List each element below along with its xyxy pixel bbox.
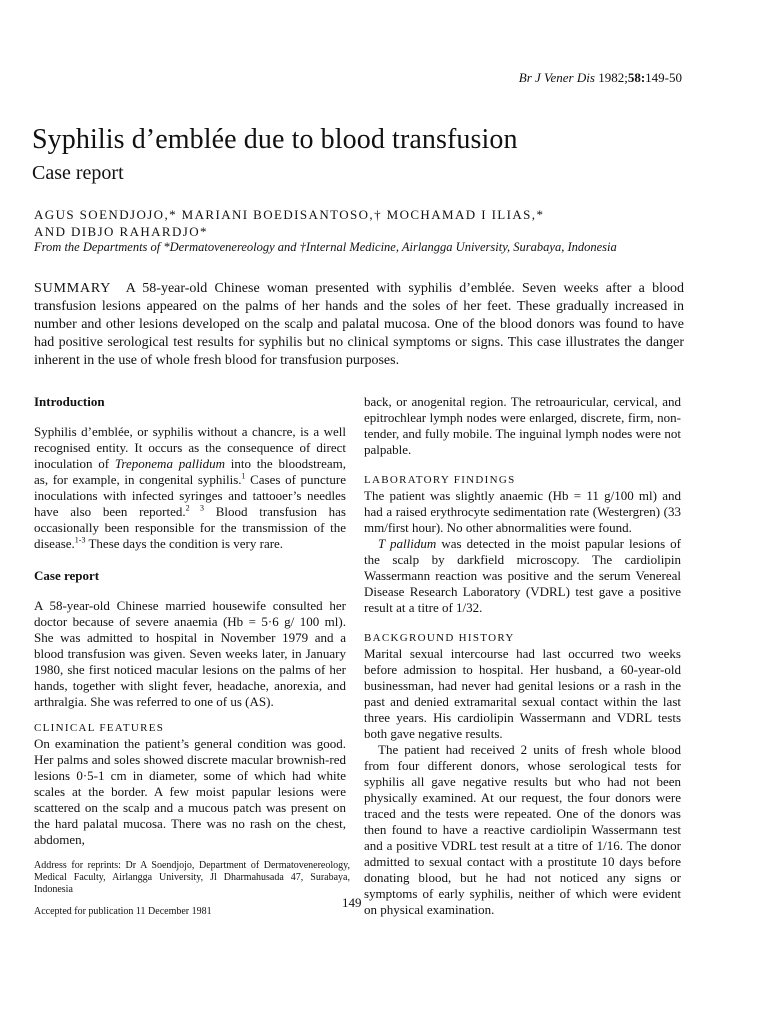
page-number: 149 xyxy=(342,895,362,910)
accepted-date: Accepted for publication 11 December 1981 xyxy=(34,906,212,917)
authors-line-2: AND DIBJO RAHARDJO* xyxy=(34,224,208,239)
affiliation: From the Departments of *Dermatovenereology and †Internal Medicine, Airlangga University, Surabaya, Indonesia xyxy=(34,240,617,254)
summary-label: SUMMARY xyxy=(34,281,112,296)
case-report-paragraph: A 58-year-old Chinese married housewife consulted her doctor because of severe anaemia (Hb = 5·6 g/ 100 ml). She was admitted to hospital in November 1979 and a blood transfusion was given. Seven weeks later, in January 1980, she first noticed macular lesions on the palms of her hands, together with slight fever, headache, anorexia, and arthralgia. She was referred to one of us (AS). xyxy=(34,598,346,709)
clinical-features-paragraph: On examination the patient’s general condition was good. Her palms and soles showed discrete macular brownish-red lesions 0·5-1 cm in diameter, some of which had white scales at the border. A few moist papular lesions were scattered on the scalp and a mucous patch was present on the hard palatal mucosa. There was no rash on the chest, abdomen, xyxy=(34,736,346,847)
authors-line-1: AGUS SOENDJOJO,* MARIANI BOEDISANTOSO,† MOCHAMAD I ILIAS,* xyxy=(34,207,545,222)
reprint-address-footnote: Address for reprints: Dr A Soendjojo, Department of Dermatovenereology, Medical Faculty, Airlangga University, Jl Dharmahusada 47, Surabaya, Indonesia xyxy=(34,860,350,895)
right-column xyxy=(364,394,681,918)
left-column xyxy=(34,394,346,848)
clinical-features-heading: CLINICAL FEATURES xyxy=(34,722,165,734)
background-history-heading: BACKGROUND HISTORY xyxy=(364,632,515,644)
continued-paragraph: back, or anogenital region. The retroauricular, cervical, and epitrochlear lymph nodes were enlarged, discrete, firm, non-tender, and fully mobile. The inguinal lymph nodes were not palpable. xyxy=(364,394,681,457)
introduction-paragraph: Syphilis d’emblée, or syphilis without a chancre, is a well recognised entity. It occurs as the consequence of direct inoculation of Treponema pallidum into the bloodstream, as, for example, in congenital syphilis.$^1$ Cases of puncture inoculations with infected syringes and tattooer’s needles have also been reported.$^{2 3}$ Blood transfusion has occasionally been responsible for the transmission of the disease.$^{1-3}$ These days the condition is very rare. xyxy=(34,424,346,551)
laboratory-paragraph-1: The patient was slightly anaemic (Hb = 11 g/100 ml) and had a raised erythrocyte sedimentation rate (Westergren) (33 mm/first hour). No other abnormalities were found. xyxy=(364,488,681,535)
background-paragraph-2: The patient had received 2 units of fresh whole blood from four different donors, whose serological tests for syphilis all gave negative results but who had not been physically examined. At our request, the four donors were traced and the tests were repeated. One of the donors was then found to have a reactive cardiolipin Wassermann test and a positive VDRL test result at a titre of 1/16. The donor admitted to sexual contact with a prostitute 10 days before donating blood, but he had not noticed any signs or symptoms of early syphilis, neither of which were evident on physical examination. xyxy=(364,742,681,917)
summary xyxy=(34,280,684,370)
journal-reference: Br J Vener Dis 1982;58:149-50 xyxy=(518,70,682,85)
case-report-heading: Case report xyxy=(34,568,100,583)
article-subtitle: Case report xyxy=(32,162,124,184)
background-paragraph-1: Marital sexual intercourse had last occurred two weeks before admission to hospital. Her husband, a 60-year-old businessman, had never had genital lesions or a rash in the past and denied extramarital sexual contact within the last three years. His cardiolipin Wassermann and VDRL tests both gave negative results. xyxy=(364,646,681,741)
laboratory-findings-heading: LABORATORY FINDINGS xyxy=(364,474,516,486)
author-list xyxy=(34,206,714,240)
laboratory-paragraph-2: T pallidum was detected in the moist papular lesions of the scalp by darkfield microscopy. The cardiolipin Wassermann reaction was positive and the serum Venereal Disease Research Laboratory (VDRL) test gave a positive result at a titre of 1/32. xyxy=(364,536,682,615)
introduction-heading: Introduction xyxy=(34,394,105,409)
article-title: Syphilis d’emblée due to blood transfusion xyxy=(32,124,518,155)
summary-text: A 58-year-old Chinese woman presented with syphilis d’emblée. Seven weeks after a blood transfusion lesions appeared on the palms of her hands and the soles of her feet. These gradually increased in number and other lesions developed on the scalp and palatal mucosa. One of the blood donors was found to have had positive serological test results for syphilis but no clinical symptoms or signs. This case illustrates the danger inherent in the use of whole fresh blood for transfusion purposes. xyxy=(34,281,684,368)
